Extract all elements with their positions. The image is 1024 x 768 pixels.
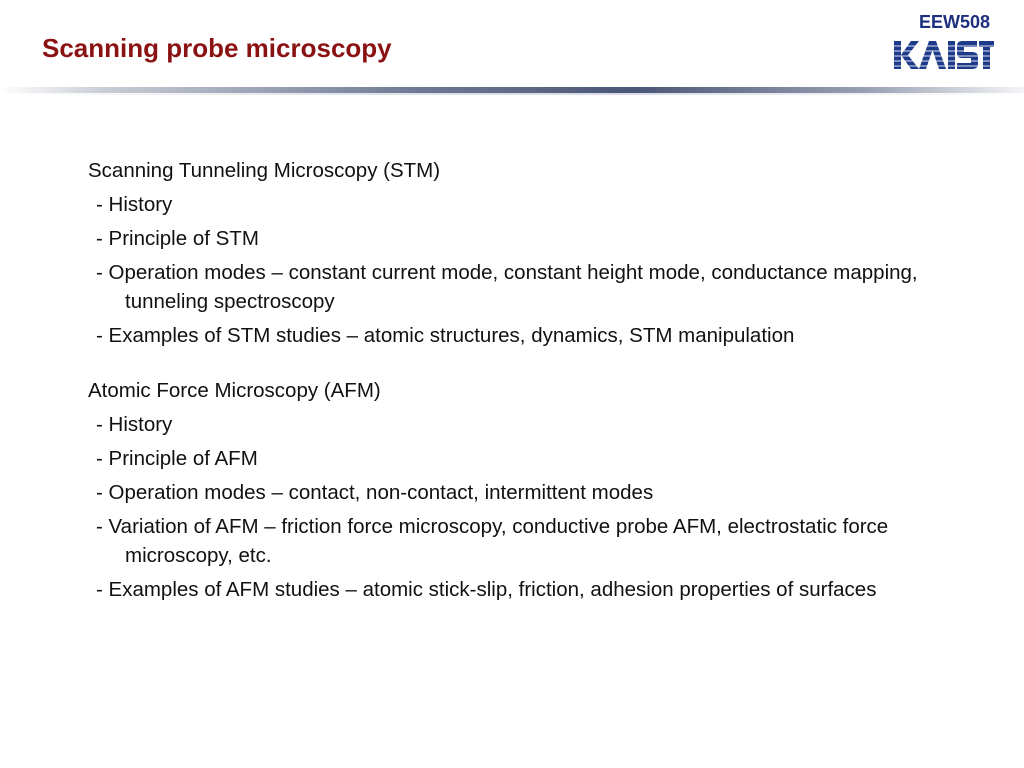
header-divider-shadow [0, 93, 1024, 95]
list-item: - Examples of AFM studies – atomic stick-slip, friction, adhesion properties of surfaces [96, 578, 877, 601]
slide-title: Scanning probe microscopy [42, 33, 392, 63]
stm-topic-list [88, 190, 968, 350]
kaist-logo [893, 38, 995, 72]
section-heading-afm: Atomic Force Microscopy (AFM) [88, 379, 381, 402]
list-item: - Operation modes – contact, non-contact, intermittent modes [96, 481, 654, 504]
slide-body [88, 156, 968, 630]
list-item: - Principle of AFM [96, 447, 258, 470]
list-item: - Variation of AFM – friction force microscopy, conductive probe AFM, electrostatic force microscopy, etc. [96, 515, 889, 567]
stm-section [88, 156, 968, 350]
list-item: - Examples of STM studies – atomic structures, dynamics, STM manipulation [96, 324, 795, 347]
afm-section [88, 376, 968, 604]
list-item: - Principle of STM [96, 227, 259, 250]
section-heading-stm: Scanning Tunneling Microscopy (STM) [88, 159, 441, 182]
afm-topic-list [88, 410, 968, 604]
list-item: - History [96, 193, 173, 216]
course-code: EEW508 [918, 12, 990, 32]
list-item: - History [96, 413, 173, 436]
list-item: - Operation modes – constant current mode, constant height mode, conductance mapping, tunneling spectroscopy [96, 261, 918, 313]
